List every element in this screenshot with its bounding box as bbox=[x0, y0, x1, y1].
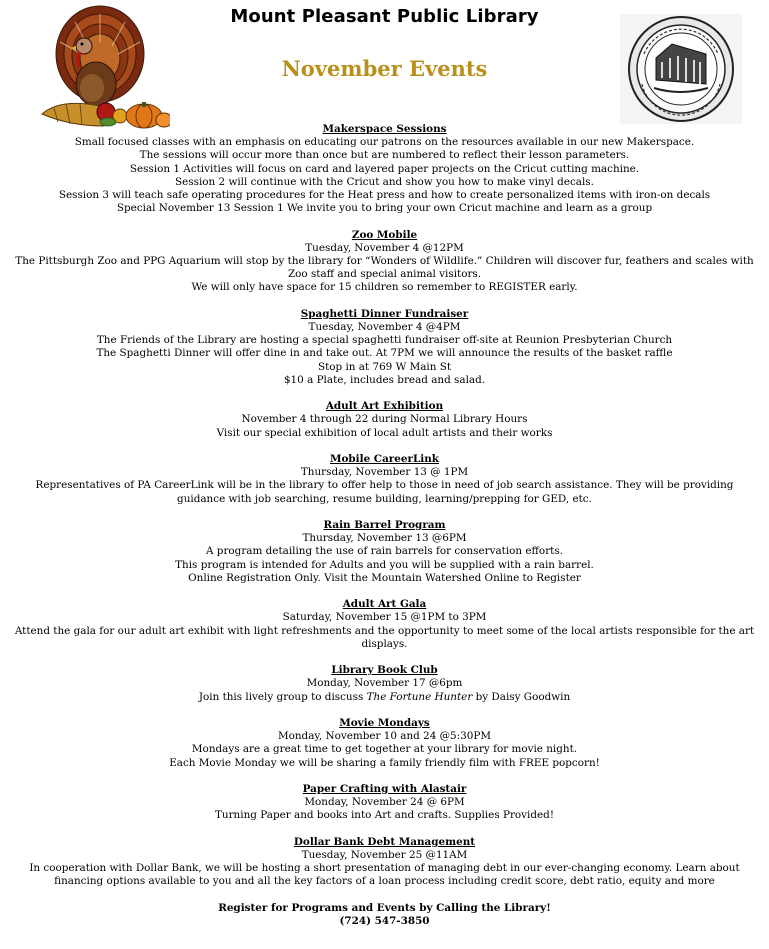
event-line: Visit our special exhibition of local adult artists and their works bbox=[216, 426, 553, 439]
event-line: Stop in at 769 W Main St bbox=[317, 360, 452, 373]
event-title: Movie Mondays bbox=[339, 717, 430, 730]
event-line: $10 a Plate, includes bread and salad. bbox=[283, 373, 486, 386]
event-line: In cooperation with Dollar Bank, we will be hosting a short presentation of managing debt in our ever-changing economy. Learn about financing options available to you and all the key factors of a loan process including credit score, debt ratio, equity and more bbox=[29, 862, 740, 888]
event-line bbox=[0, 691, 769, 704]
event-makerspace-sessions bbox=[0, 123, 769, 215]
event-title: Zoo Mobile bbox=[351, 228, 418, 241]
event-date: Thursday, November 13 @6PM bbox=[302, 532, 467, 545]
event-line: The Spaghetti Dinner will offer dine in and take out. At 7PM we will announce the results of the basket raffle bbox=[96, 347, 673, 360]
event-line: Online Registration Only. Visit the Mountain Watershed Online to Register bbox=[188, 571, 581, 584]
event-line: A program detailing the use of rain barrels for conservation efforts. bbox=[206, 545, 563, 558]
event-line: The Friends of the Library are hosting a special spaghetti fundraiser off-site at Reunion Presbyterian Church bbox=[96, 334, 673, 347]
event-line: Turning Paper and books into Art and crafts. Supplies Provided! bbox=[214, 809, 555, 822]
event-paper-crafting bbox=[0, 783, 769, 823]
event-movie-mondays bbox=[0, 717, 769, 770]
event-line: Small focused classes with an emphasis on educating our patrons on the resources available in our new Makerspace. bbox=[74, 136, 695, 149]
event-line: Session 1 Activities will focus on card and layered paper projects on the Cricut cutting machine. bbox=[129, 162, 640, 175]
month-title: November Events bbox=[281, 56, 488, 81]
event-mobile-careerlink bbox=[0, 453, 769, 506]
event-title: Dollar Bank Debt Management bbox=[293, 835, 476, 848]
event-title: Spaghetti Dinner Fundraiser bbox=[300, 307, 469, 320]
event-title: Library Book Club bbox=[331, 664, 438, 677]
event-line: Session 2 will continue with the Cricut and show you how to make vinyl decals. bbox=[175, 175, 594, 188]
event-date: Tuesday, November 4 @4PM bbox=[308, 321, 461, 334]
book-title: The Fortune Hunter bbox=[366, 690, 473, 703]
library-seal-icon bbox=[620, 14, 742, 124]
event-line: This program is intended for Adults and you will be supplied with a rain barrel. bbox=[175, 558, 594, 571]
book-club-author: by Daisy Goodwin bbox=[472, 690, 571, 703]
event-line: We will only have space for 15 children so remember to REGISTER early. bbox=[191, 281, 578, 294]
event-date: Monday, November 24 @ 6PM bbox=[304, 796, 465, 809]
event-line: Session 3 will teach safe operating procedures for the Heat press and how to create personalized items with iron-on decals bbox=[58, 189, 711, 202]
event-date: November 4 through 22 during Normal Library Hours bbox=[241, 413, 528, 426]
event-line: Special November 13 Session 1 We invite you to bring your own Cricut machine and learn as a group bbox=[116, 202, 653, 215]
register-callout: Register for Programs and Events by Calling the Library! bbox=[218, 901, 551, 914]
book-club-text: Join this lively group to discuss bbox=[198, 690, 367, 703]
event-line: Representatives of PA CareerLink will be in the library to offer help to those in need of job search assistance. They will be providing guidance with job searching, resume building, learning/prepping for GED, etc. bbox=[35, 479, 734, 505]
event-line: The Pittsburgh Zoo and PPG Aquarium will stop by the library for “Wonders of Wildlife.” Children will discover fur, feathers and scales with Zoo staff and special animal visitors. bbox=[15, 255, 754, 281]
event-rain-barrel-program bbox=[0, 519, 769, 585]
event-date: Thursday, November 13 @ 1PM bbox=[300, 466, 469, 479]
event-title: Paper Crafting with Alastair bbox=[302, 783, 467, 796]
event-title: Adult Art Exhibition bbox=[325, 400, 444, 413]
events-list bbox=[0, 123, 769, 928]
event-title: Adult Art Gala bbox=[342, 598, 427, 611]
event-title: Makerspace Sessions bbox=[322, 123, 447, 135]
turkey-cornucopia-icon bbox=[40, 2, 170, 130]
event-date: Monday, November 17 @6pm bbox=[306, 677, 463, 690]
library-phone: (724) 547-3850 bbox=[339, 915, 430, 928]
event-title: Rain Barrel Program bbox=[323, 519, 446, 532]
event-line: Mondays are a great time to get together at your library for movie night. bbox=[191, 743, 578, 756]
event-adult-art-gala bbox=[0, 598, 769, 651]
event-library-book-club bbox=[0, 664, 769, 704]
event-zoo-mobile bbox=[0, 229, 769, 295]
event-title: Mobile CareerLink bbox=[329, 453, 439, 466]
event-adult-art-exhibition bbox=[0, 400, 769, 440]
event-date: Tuesday, November 25 @11AM bbox=[301, 849, 468, 862]
event-date: Tuesday, November 4 @12PM bbox=[305, 241, 464, 254]
library-name: Mount Pleasant Public Library bbox=[230, 6, 539, 27]
event-dollar-bank-debt bbox=[0, 836, 769, 889]
event-spaghetti-dinner bbox=[0, 308, 769, 387]
event-date: Monday, November 10 and 24 @5:30PM bbox=[277, 730, 492, 743]
event-line: The sessions will occur more than once but are numbered to reflect their lesson parameters. bbox=[139, 149, 630, 162]
event-date: Saturday, November 15 @1PM to 3PM bbox=[282, 611, 487, 624]
event-line: Attend the gala for our adult art exhibit with light refreshments and the opportunity to meet some of the local artists responsible for the art displays. bbox=[14, 624, 755, 650]
event-line: Each Movie Monday we will be sharing a family friendly film with FREE popcorn! bbox=[169, 756, 600, 769]
